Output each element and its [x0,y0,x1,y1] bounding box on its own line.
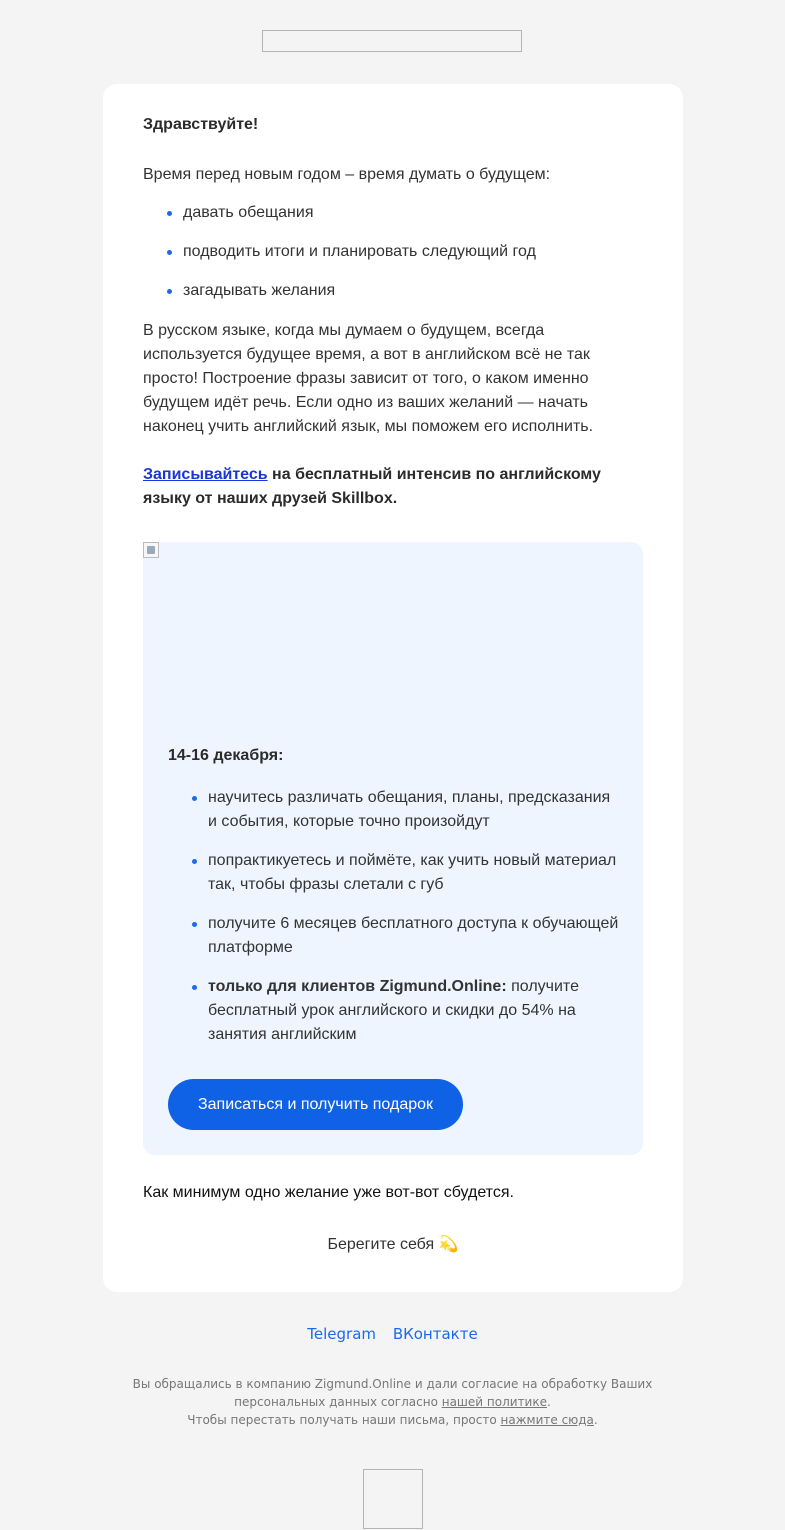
social-links [0,1325,785,1343]
signup-gift-button[interactable]: Записаться и получить подарок [168,1079,463,1130]
logo-image [262,30,522,52]
farewell-text: Берегите себя 💫 [327,1236,459,1253]
list-item: подводить итоги и планировать следующий год [143,240,643,264]
signup-text: Записывайтесь на бесплатный интенсив по английскому языку от наших друзей Skillbox. [143,466,601,507]
wish-text: Как минимум одно желание уже вот-вот сбудется. [143,1184,514,1201]
bullet-icon [167,211,172,216]
promo-list [168,786,623,1062]
list-item: получите 6 месяцев бесплатного доступа к обучающей платформе [168,912,623,960]
list-item: только для клиентов Zigmund.Online: получите бесплатный урок английского и скидки до 54% на занятия английским [168,975,623,1047]
list-item: загадывать желания [143,279,643,303]
bullet-icon [167,250,172,255]
promo-date: 14-16 декабря: [168,747,284,764]
unsubscribe-link[interactable]: нажмите сюда [500,1413,594,1427]
greeting: Здравствуйте! [143,116,259,133]
vkontakte-link[interactable]: ВКонтакте [392,1325,478,1343]
intro-text: Время перед новым годом – время думать о будущем: [143,166,551,183]
list-item: давать обещания [143,201,643,225]
bullet-icon [192,985,197,990]
telegram-link[interactable]: Telegram [307,1325,377,1343]
footer-image [363,1469,423,1529]
list-item: научитесь различать обещания, планы, предсказания и события, которые точно произойдут [168,786,623,834]
bullet-icon [192,859,197,864]
bullet-icon [167,289,172,294]
bullet-icon [192,922,197,927]
body-paragraph: В русском языке, когда мы думаем о будущем, всегда используется будущее время, а вот в английском всё не так просто! Построение фразы зависит от того, о каком именно будущем идёт речь. Если одно из ваших желаний — начать наконец учить английский язык, мы поможем его исполнить. [143,322,594,435]
promo-image [143,542,159,558]
legal-text: Вы обращались в компанию Zigmund.Online и дали согласие на обработку Ваших персональных данных согласно нашей политике. Чтобы перестать получать наши письма, просто нажмите сюда. [132,1377,653,1427]
signup-link[interactable]: Записывайтесь [143,466,268,483]
bullet-icon [192,796,197,801]
email-card [103,84,683,1292]
intro-list [143,201,643,318]
policy-link[interactable]: нашей политике [441,1395,547,1409]
list-item: попрактикуетесь и поймёте, как учить новый материал так, чтобы фразы слетали с губ [168,849,623,897]
promo-block [143,542,643,1155]
